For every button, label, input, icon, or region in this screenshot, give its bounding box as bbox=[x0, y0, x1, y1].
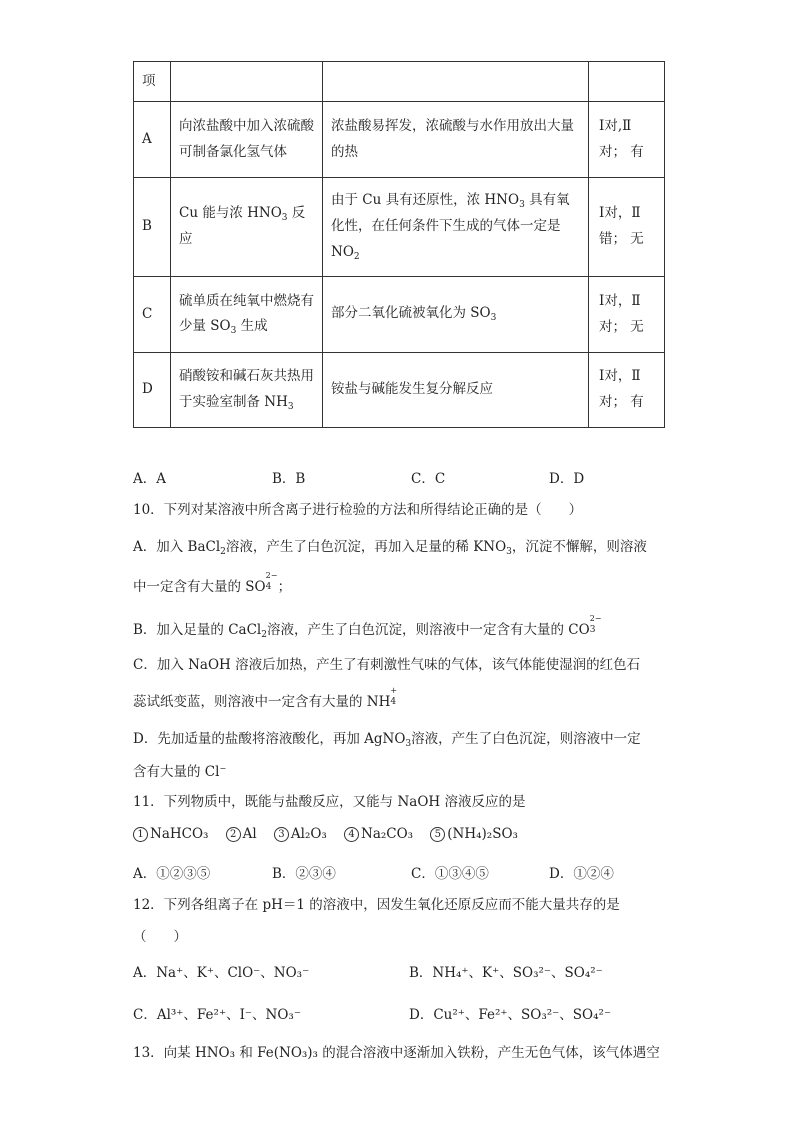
q11-stem: 11．下列物质中，既能与盐酸反应，又能与 NaOH 溶液反应的是 bbox=[133, 794, 526, 810]
option-a[interactable]: A．Na⁺、K⁺、ClO⁻、NO₃⁻ bbox=[133, 965, 310, 981]
header-cell bbox=[171, 62, 323, 102]
header-cell bbox=[589, 62, 665, 102]
statement-2: 浓盐酸易挥发，浓硫酸与水作用放出大量的热 bbox=[323, 102, 589, 178]
q13-stem: 13．向某 HNO₃ 和 Fe(NO₃)₃ 的混合溶液中逐渐加入铁粉，产生无色气体，该气体遇空 bbox=[133, 1045, 660, 1061]
q12-options-row1 bbox=[133, 961, 603, 981]
item-4: 4 Na₂CO₃ bbox=[344, 826, 413, 842]
q10-option-a-line2: 中一定含有大量的 SO 2− 4 ； bbox=[133, 571, 292, 595]
q10-option-a-line1[interactable]: A．加入 BaCl$_2$溶液，产生了白色沉淀，再加入足量的稀 $KNO_3$，沉淀不懈解，则溶液 bbox=[133, 539, 647, 557]
statement-2: 由于 Cu 具有还原性，浓 $HNO_3$ 具有氧化性，在任何条件下生成的气体一定是 $NO_2$ bbox=[323, 178, 589, 277]
statement-2: 部分二氧化硫被氧化为 $SO_3$ bbox=[323, 277, 589, 353]
table-row bbox=[134, 353, 665, 428]
option-b[interactable]: B．NH₄⁺、K⁺、SO₃²⁻、SO₄²⁻ bbox=[409, 965, 603, 981]
q9-table bbox=[133, 61, 665, 428]
header-cell: 项 bbox=[134, 62, 171, 102]
q10-option-d-line2: 含有大量的 Cl− bbox=[133, 764, 227, 780]
header-cell bbox=[323, 62, 589, 102]
q10-stem: 10．下列对某溶液中所含离子进行检验的方法和所得结论正确的是（ ） bbox=[133, 502, 583, 518]
option-b[interactable]: B．②③④ bbox=[272, 866, 336, 882]
table-header-row bbox=[134, 62, 665, 102]
option-c[interactable]: C．Al³⁺、Fe²⁺、I⁻、NO₃⁻ bbox=[133, 1007, 301, 1023]
q10-option-c-line2: 蕊试纸变蓝，则溶液中一定含有大量的 NH + 4 bbox=[133, 686, 398, 710]
q12-stem-line1: 12．下列各组离子在 pH＝1 的溶液中，因发生氧化还原反应而不能大量共存的是 bbox=[133, 897, 620, 913]
verdict: Ⅰ对,Ⅱ对； 有 bbox=[589, 102, 665, 178]
option-d[interactable]: D．①②④ bbox=[549, 866, 614, 882]
verdict: Ⅰ对，Ⅱ对； 有 bbox=[589, 353, 665, 428]
item-2: 2 Al bbox=[226, 826, 257, 842]
q10-option-c-line1[interactable]: C．加入 NaOH 溶液后加热，产生了有刺激性气味的气体，该气体能使湿润的红色石 bbox=[133, 657, 641, 673]
row-label: A bbox=[134, 102, 171, 178]
statement-1: 向浓盐酸中加入浓硫酸可制备氯化氢气体 bbox=[171, 102, 323, 178]
option-c[interactable]: C．C bbox=[411, 471, 446, 487]
option-a[interactable]: A．A bbox=[133, 471, 166, 487]
table-row bbox=[134, 277, 665, 353]
item-1: 1 NaHCO₃ bbox=[133, 826, 208, 842]
q10-option-d-line1[interactable]: D．先加适量的盐酸将溶液酸化，再加 AgNO$_3$溶液，产生了白色沉淀，则溶液中一定 bbox=[133, 731, 641, 749]
item-3: 3 Al₂O₃ bbox=[274, 826, 327, 842]
table-row bbox=[134, 178, 665, 277]
table-row bbox=[134, 102, 665, 178]
q9-options bbox=[133, 467, 584, 487]
option-d[interactable]: D．Cu²⁺、Fe²⁺、SO₃²⁻、SO₄²⁻ bbox=[409, 1007, 612, 1023]
row-label: D bbox=[134, 353, 171, 428]
row-label: C bbox=[134, 277, 171, 353]
q12-stem-line2: （ ） bbox=[133, 929, 187, 945]
option-b[interactable]: B．B bbox=[272, 471, 306, 487]
verdict: Ⅰ对，Ⅱ错； 无 bbox=[589, 178, 665, 277]
row-label: B bbox=[134, 178, 171, 277]
statement-1: 硝酸铵和碱石灰共热用于实验室制备 $NH_3$ bbox=[171, 353, 323, 428]
q11-options bbox=[133, 862, 614, 882]
option-a[interactable]: A．①②③⑤ bbox=[133, 866, 211, 882]
option-d[interactable]: D．D bbox=[549, 471, 585, 487]
item-5: 5 (NH₄)₂SO₃ bbox=[430, 826, 518, 842]
statement-1: 硫单质在纯氧中燃烧有少量 $SO_3$ 生成 bbox=[171, 277, 323, 353]
statement-1: Cu 能与浓 $HNO_3$ 反应 bbox=[171, 178, 323, 277]
q12-options-row2 bbox=[133, 1003, 611, 1023]
statement-2: 铵盐与碱能发生复分解反应 bbox=[323, 353, 589, 428]
q10-option-b[interactable]: B．加入足量的 CaCl$_2$溶液，产生了白色沉淀，则溶液中一定含有大量的 CO 2− 3 bbox=[133, 614, 602, 640]
q11-items bbox=[133, 826, 518, 842]
verdict: Ⅰ对，Ⅱ对； 无 bbox=[589, 277, 665, 353]
option-c[interactable]: C．①③④⑤ bbox=[411, 866, 489, 882]
